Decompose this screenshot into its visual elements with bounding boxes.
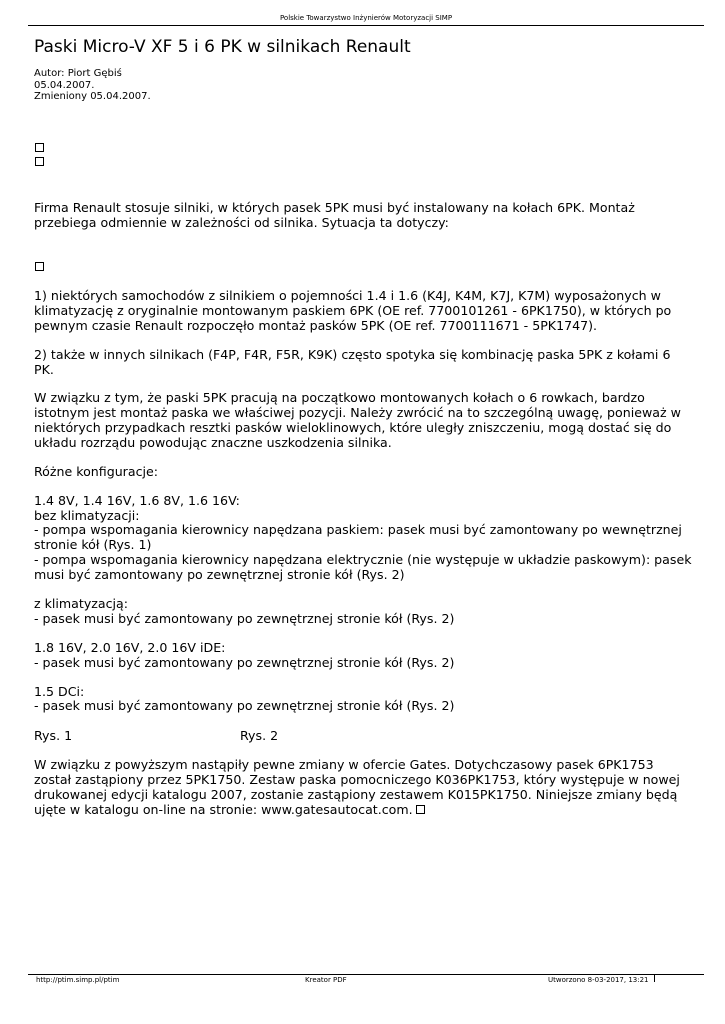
no-ac-item-2: - pompa wspomagania kierownicy napędzana elektrycznie (nie występuje w układzie paskowym): pasek musi być zamontowany po zewnętrznej stronie kół (Rys. 2) xyxy=(34,552,692,582)
point-1-paragraph: 1) niektórych samochodów z silnikiem o pojemności 1.4 i 1.6 (K4J, K4M, K7J, K7M) wyposażonych w klimatyzację z oryginalnie montowanym paskiem 6PK (OE ref. 7700101261 - 6PK1750), w których po pewnym czasie Renault rozpoczęło montaż pasków 5PK (OE ref. 7700111671 - 5PK1747). xyxy=(34,288,672,333)
with-ac-item: - pasek musi być zamontowany po zewnętrznej stronie kół (Rys. 2) xyxy=(34,611,455,626)
no-ac-item-1: - pompa wspomagania kierownicy napędzana paskiem: pasek musi być zamontowany po wewnętrznej stronie kół (Rys. 1) xyxy=(34,522,682,552)
missing-image-placeholder-icon xyxy=(35,262,44,271)
footer-created: Utworzono 8-03-2017, 13:21 xyxy=(548,976,649,984)
engines-group-c: 1.5 DCi: xyxy=(34,684,85,699)
warning-paragraph: W związku z tym, że paski 5PK pracują na początkowo montowanych kołach o 6 rowkach, bardzo istotnym jest montaż paska we właściwej pozycji. Należy zwrócić na to szczególną uwagę, ponieważ w niektórych przypadkach resztki pasków wieloklinowych, które uległy zniszczeniu, mogą dostać się do układu rozrządu powodując znaczne uszkodzenia silnika. xyxy=(34,390,681,450)
missing-image-placeholder-icon xyxy=(416,805,425,814)
figure-2-label: Rys. 2 xyxy=(240,728,279,743)
footer-divider-tick xyxy=(654,974,655,982)
engines-group-c-item: - pasek musi być zamontowany po zewnętrznej stronie kół (Rys. 2) xyxy=(34,698,455,713)
missing-image-placeholder-icon xyxy=(35,157,44,166)
header-organization: Polskie Towarzystwo Inżynierów Motoryzacji SIMP xyxy=(279,14,453,22)
point-2-paragraph: 2) także w innych silnikach (F4P, F4R, F5R, K9K) często spotyka się kombinację paska 5PK z kołami 6 PK. xyxy=(34,347,671,377)
modified-line: Zmieniony 05.04.2007. xyxy=(34,91,151,102)
configurations-heading: Różne konfiguracje: xyxy=(34,464,158,479)
no-ac-label: bez klimatyzacji: xyxy=(34,508,140,523)
footer-url: http://ptim.simp.pl/ptim xyxy=(36,976,120,984)
with-ac-label: z klimatyzacją: xyxy=(34,596,128,611)
footer-generator: Kreator PDF xyxy=(305,976,347,984)
page-header xyxy=(28,14,704,26)
closing-paragraph xyxy=(34,757,694,817)
author-line: Autor: Piort Gębiś xyxy=(34,68,122,79)
date-line: 05.04.2007. xyxy=(34,79,95,91)
footer-divider xyxy=(28,974,704,975)
figure-1-label: Rys. 1 xyxy=(34,728,73,743)
article-title: Paski Micro-V XF 5 i 6 PK w silnikach Renault xyxy=(34,37,411,57)
engines-group-a: 1.4 8V, 1.4 16V, 1.6 8V, 1.6 16V: xyxy=(34,493,240,508)
engines-group-b: 1.8 16V, 2.0 16V, 2.0 16V iDE: xyxy=(34,640,226,655)
closing-text: W związku z powyższym nastąpiły pewne zmiany w ofercie Gates. Dotychczasowy pasek 6PK1753 został zastąpiony przez 5PK1750. Zestaw paska pomocniczego K036PK1753, który występuje w nowej drukowanej edycji katalogu 2007, zostanie zastąpiony zestawem K015PK1750. Niniejsze zmiany będą ujęte w katalogu on-line na stronie: www.gatesautocat.com. xyxy=(34,757,680,817)
article-meta xyxy=(34,68,151,103)
intro-paragraph: Firma Renault stosuje silniki, w których pasek 5PK musi być instalowany na kołach 6PK. Montaż przebiega odmiennie w zależności od silnika. Sytuacja ta dotyczy: xyxy=(34,200,635,230)
engines-group-b-item: - pasek musi być zamontowany po zewnętrznej stronie kół (Rys. 2) xyxy=(34,655,455,670)
missing-image-placeholder-icon xyxy=(35,143,44,152)
